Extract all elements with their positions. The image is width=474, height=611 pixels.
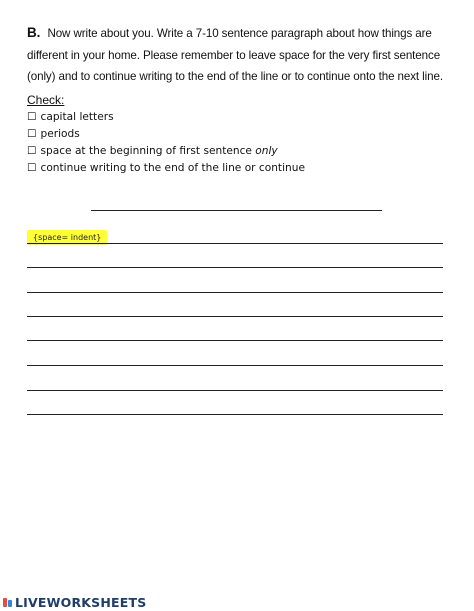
checklist-item-capital-letters (27, 109, 305, 126)
checklist-item-label: periods (40, 128, 80, 140)
instructions-paragraph (27, 22, 452, 88)
liveworksheets-logo-icon (2, 597, 13, 608)
writing-line[interactable] (27, 267, 443, 268)
checkbox-icon[interactable]: ☐ (27, 128, 37, 140)
checklist-item-label: continue writing to the end of the line or continue (40, 162, 305, 174)
writing-line[interactable] (27, 365, 443, 366)
indent-note-highlight: {space= indent} (27, 230, 107, 245)
checklist-item-emphasis: only (255, 145, 278, 157)
writing-line[interactable] (27, 390, 443, 391)
checklist-item-label: capital letters (40, 111, 114, 123)
checklist-item-continue (27, 160, 305, 177)
instructions-text: Now write about you. Write a 7-10 sentence paragraph about how things are different in your home. Please remember to leave space for the very first sentence (only) and to continue writing to the end of the line or to continue onto the next line. (27, 27, 443, 83)
section-letter: B. (27, 25, 41, 40)
checklist-item-periods (27, 126, 305, 143)
writing-line[interactable] (27, 414, 443, 415)
writing-line[interactable] (27, 340, 443, 341)
checkbox-icon[interactable]: ☐ (27, 111, 37, 123)
writing-line[interactable] (27, 292, 443, 293)
writing-line[interactable] (27, 243, 443, 244)
checklist-title: Check: (27, 93, 65, 107)
footer-brand-text: LIVEWORKSHEETS (15, 594, 147, 610)
writing-line[interactable] (27, 316, 443, 317)
checklist-item-label: space at the beginning of first sentence (40, 145, 256, 157)
title-writing-line[interactable] (91, 210, 382, 211)
liveworksheets-footer (2, 594, 146, 610)
checklist (27, 93, 305, 177)
checkbox-icon[interactable]: ☐ (27, 162, 37, 174)
checklist-item-indent (27, 143, 305, 160)
checkbox-icon[interactable]: ☐ (27, 145, 37, 157)
